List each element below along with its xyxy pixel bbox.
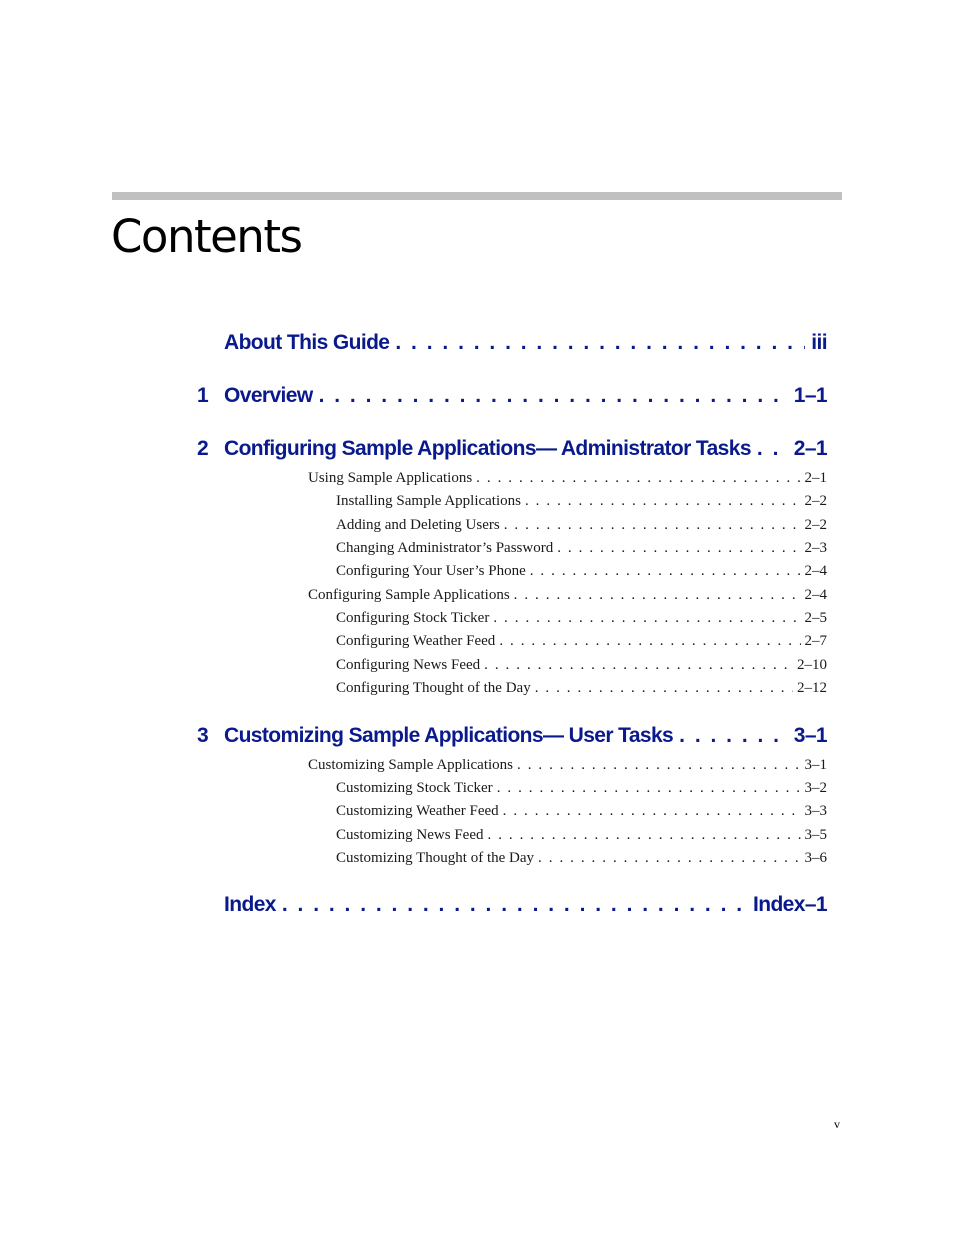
toc-page: 3–1 (804, 757, 827, 773)
header-rule (112, 192, 842, 200)
toc-section-configuring-users-phone[interactable] (336, 561, 827, 581)
toc-label: Configuring News Feed (336, 657, 481, 673)
toc-page: 1–1 (793, 384, 827, 407)
dot-leader (282, 891, 747, 919)
page-number: v (834, 1117, 840, 1131)
dot-leader (503, 801, 801, 821)
toc-label: Configuring Your User’s Phone (336, 563, 526, 579)
chapter-number: 1 (197, 384, 209, 407)
toc-page: 2–4 (804, 587, 827, 603)
page-title: Contents (111, 210, 302, 263)
toc-label: Configuring Sample Applications (308, 587, 510, 603)
dot-leader (476, 468, 800, 488)
toc-entry-index[interactable] (224, 891, 827, 919)
chapter-number: 2 (197, 437, 209, 460)
dot-leader (319, 382, 788, 410)
toc-entry-chapter-1[interactable] (197, 382, 827, 410)
dot-leader (530, 561, 801, 581)
toc-label: Using Sample Applications (308, 470, 473, 486)
toc-page: 2–3 (804, 540, 827, 556)
dot-leader (757, 435, 788, 463)
toc-page: 2–2 (804, 493, 827, 509)
toc-page: 3–6 (804, 850, 827, 866)
toc-section-configuring-news-feed[interactable] (336, 655, 827, 675)
toc-label: Installing Sample Applications (336, 493, 521, 509)
toc-section-changing-admin-password[interactable] (336, 538, 827, 558)
dot-leader (497, 778, 801, 798)
dot-leader (504, 515, 801, 535)
toc-page: 3–5 (804, 827, 827, 843)
dot-leader (525, 491, 801, 511)
dot-leader (395, 329, 805, 357)
toc-entry-about-this-guide[interactable] (224, 329, 827, 357)
toc-page: 2–5 (804, 610, 827, 626)
dot-leader (535, 678, 793, 698)
toc-page: 3–2 (804, 780, 827, 796)
toc-page: Index–1 (752, 893, 827, 916)
toc-page: 2–12 (797, 680, 827, 696)
toc-label: Configuring Thought of the Day (336, 680, 531, 696)
toc-section-configuring-sample-applications[interactable] (308, 585, 827, 605)
toc-label: Customizing Sample Applications— User Tasks (224, 724, 674, 747)
toc-label: Customizing Thought of the Day (336, 850, 535, 866)
toc-section-customizing-weather-feed[interactable] (336, 801, 827, 821)
toc-label: Customizing Weather Feed (336, 803, 499, 819)
dot-leader (538, 848, 800, 868)
toc-section-configuring-stock-ticker[interactable] (336, 608, 827, 628)
dot-leader (557, 538, 800, 558)
toc-entry-chapter-2[interactable] (197, 435, 827, 463)
toc-page: iii (811, 331, 827, 354)
toc-page: 2–1 (804, 470, 827, 486)
toc-page: 2–1 (793, 437, 827, 460)
toc-section-customizing-news-feed[interactable] (336, 825, 827, 845)
dot-leader (679, 722, 788, 750)
toc-label: Overview (224, 384, 313, 407)
toc-section-configuring-weather-feed[interactable] (336, 631, 827, 651)
toc-label: Index (224, 893, 276, 916)
toc-label: Configuring Stock Ticker (336, 610, 490, 626)
dot-leader (499, 631, 800, 651)
toc-section-adding-deleting-users[interactable] (336, 515, 827, 535)
toc-page: 2–7 (804, 633, 827, 649)
dot-leader (517, 755, 801, 775)
toc-label: Customizing News Feed (336, 827, 484, 843)
toc-section-customizing-sample-applications[interactable] (308, 755, 827, 775)
toc-label: Configuring Weather Feed (336, 633, 496, 649)
toc-section-installing-sample-applications[interactable] (336, 491, 827, 511)
toc-section-configuring-thought-of-the-day[interactable] (336, 678, 827, 698)
dot-leader (514, 585, 801, 605)
toc-label: Customizing Stock Ticker (336, 780, 493, 796)
dot-leader (484, 655, 793, 675)
toc-label: About This Guide (224, 331, 390, 354)
toc-section-using-sample-applications[interactable] (308, 468, 827, 488)
toc-page: 3–3 (804, 803, 827, 819)
chapter-number: 3 (197, 724, 209, 747)
toc-page: 2–10 (797, 657, 827, 673)
toc-label: Changing Administrator’s Password (336, 540, 554, 556)
toc-label: Configuring Sample Applications— Administrator Tasks (224, 437, 751, 460)
toc-page: 2–4 (804, 563, 827, 579)
toc-page: 3–1 (793, 724, 827, 747)
dot-leader (493, 608, 800, 628)
toc-label: Adding and Deleting Users (336, 517, 500, 533)
toc-label: Customizing Sample Applications (308, 757, 513, 773)
toc-page: 2–2 (804, 517, 827, 533)
toc-entry-chapter-3[interactable] (197, 722, 827, 750)
dot-leader (488, 825, 801, 845)
toc-section-customizing-thought-of-the-day[interactable] (336, 848, 827, 868)
toc-section-customizing-stock-ticker[interactable] (336, 778, 827, 798)
